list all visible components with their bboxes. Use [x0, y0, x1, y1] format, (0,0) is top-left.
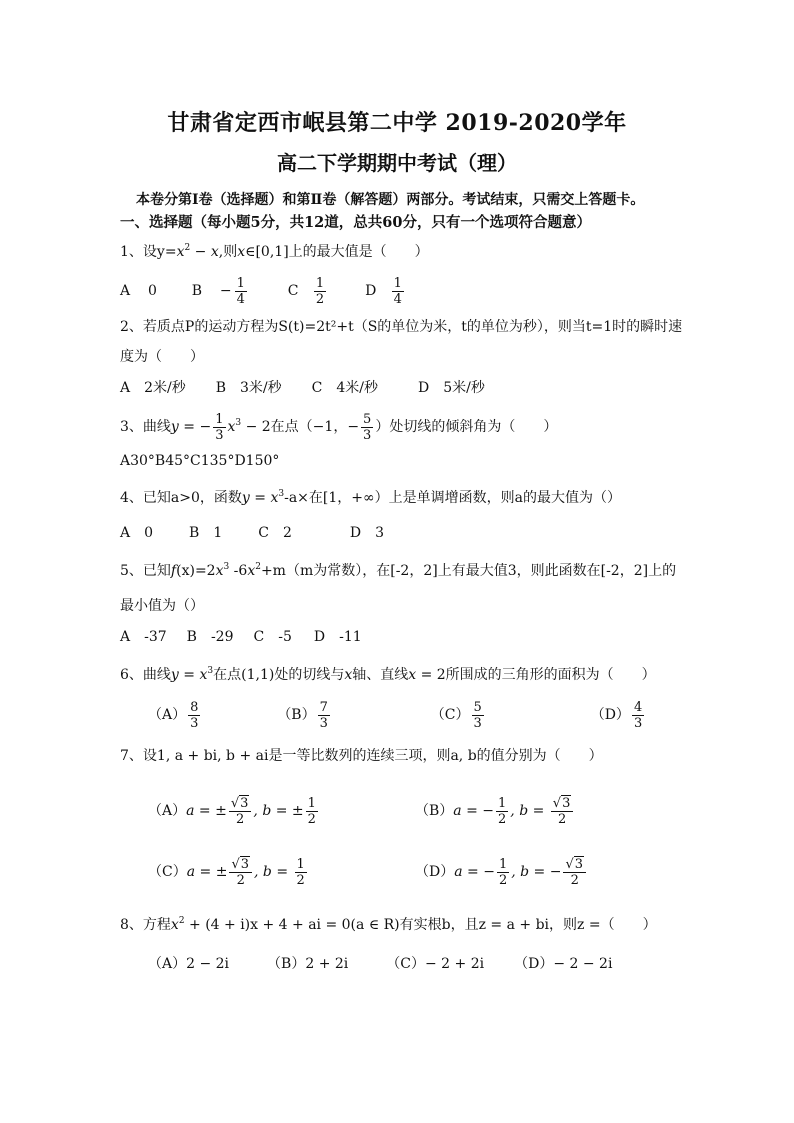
question-4: 4、已知a>0，函数$y = x^3-a\times$在[1，+∞）上是单调增函数，则a的最大值为（）	[120, 489, 622, 506]
option-b: B 1	[189, 525, 223, 541]
question-1-options	[120, 273, 406, 309]
question-5-options	[120, 630, 362, 644]
question-6: 6、曲线$y = x^3$在点(1,1)处的切线与x轴、直线x = 2所围成的三角形的面积为（ ）	[120, 666, 656, 683]
question-7-option-c: （C）a = ± $\frac{√3}{2}$ , b = $\frac{1}{2}$	[148, 856, 305, 888]
option-b: （B） $\frac{7}{3}$	[277, 699, 328, 731]
option-b: B -29	[186, 629, 234, 645]
option-b: （B）2 + 2i	[267, 956, 349, 972]
exam-title: 甘肃省定西市岷县第二中学 2019-2020学年	[167, 110, 627, 136]
question-3-options: A30°B45°C135°D150°	[120, 453, 280, 469]
option-a: A 0	[120, 525, 154, 541]
question-2: 2、若质点P的运动方程为S(t)=2t²+t（S的单位为米，t的单位为秒），则当t=1时的瞬时速	[120, 319, 683, 335]
question-7-option-d: （D）a = − $\frac{1}{2}$ , b = − $\frac{√3}{2}$	[415, 851, 588, 893]
option-c: C 4米/秒	[311, 380, 378, 396]
option-a: A 0	[120, 283, 157, 299]
option-d: （D） $\frac{4}{3}$	[590, 699, 643, 731]
exam-instructions: 本卷分第Ⅰ卷（选择题）和第Ⅱ卷（解答题）两部分。考试结束，只需交上答题卡。	[136, 192, 645, 208]
question-7-option-a: （A）a = ± $\frac{√3}{2}$ , b = ± $\frac{1}{2}$	[148, 795, 316, 827]
question-8: 8、方程$x^2 + (4 + i)x + 4$ + ai = 0(a ∈ R)有实根b，且z = a + bi，则z =（ ）	[120, 916, 657, 933]
option-d: D $\frac{1}{4}$	[365, 275, 402, 307]
question-2-options	[120, 381, 485, 395]
option-d: D -11	[313, 629, 362, 645]
section-heading-choice: 一、选择题（每小题5分，共12道，总共60分，只有一个选项符合题意）	[120, 214, 591, 231]
exam-subtitle: 高二下学期期中考试（理）	[277, 151, 517, 175]
option-d: D 3	[349, 525, 384, 541]
option-c: C $\frac{1}{2}$	[287, 275, 325, 307]
question-3: 3、曲线y = − $\frac{1}{3}$ $x^3 - 2$在点（−1，− $\frac{5}{3}$ ）处切线的倾斜角为（ ）	[120, 411, 558, 443]
option-a: （A） $\frac{8}{3}$	[148, 699, 199, 731]
question-5: 5、已知$f(x)=2x^3$ $-6x^2+m(m$为常数），在[-2，2]上有最大值3，则此函数在[-2，2]上的	[120, 562, 677, 579]
question-4-options	[120, 526, 384, 540]
option-a: A 2米/秒	[120, 380, 186, 396]
option-c: （C） $\frac{5}{3}$	[430, 699, 482, 731]
option-d: D 5米/秒	[418, 380, 485, 396]
option-c: （C）− 2 + 2i	[386, 956, 485, 972]
question-1: 1、设$y=x^2 - x$,则x∈[0,1]上的最大值是（ ）	[120, 243, 429, 260]
option-b: B − $\frac{1}{4}$	[191, 275, 245, 307]
option-d: （D）− 2 − 2i	[514, 956, 613, 972]
question-5-cont: 最小值为（）	[120, 598, 204, 614]
question-7-option-b: （B）a = − $\frac{1}{2}$ , b = $\frac{√3}{2}$	[415, 790, 575, 832]
question-2-cont: 度为（ ）	[120, 349, 204, 365]
option-b: B 3米/秒	[215, 380, 282, 396]
option-a: A -37	[120, 629, 167, 645]
option-c: C 2	[258, 525, 292, 541]
option-a: （A）2 − 2i	[148, 956, 230, 972]
question-7: 7、设1, a + bi, b + ai是一等比数列的连续三项，则a, b的值分别为（ ）	[120, 748, 603, 764]
option-c: C -5	[253, 629, 292, 645]
question-8-options	[148, 957, 612, 971]
question-6-options	[148, 696, 646, 734]
